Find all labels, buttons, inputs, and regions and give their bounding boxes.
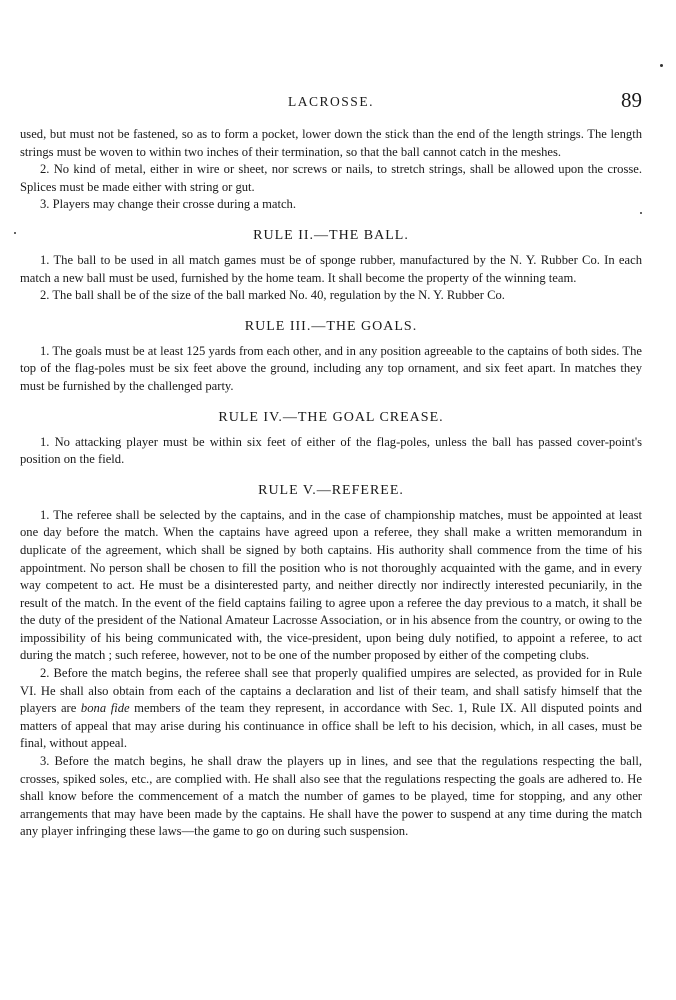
running-title: LACROSSE.	[288, 94, 374, 109]
paragraph: 2. No kind of metal, either in wire or sheet, nor screws or nails, to stretch strings, shall be allowed upon the crosse. Splices must be made either with string or gut.	[20, 162, 642, 194]
ink-speck	[14, 232, 16, 234]
paragraph: 1. The referee shall be selected by the captains, and in the case of championship matches, must be appointed at least one day before the match. When the captains have agreed upon a referee, they shall make a written memorandum in duplicate of the agreement, which shall be signed by both captains. His authority shall commence from the time of his appointment. No person shall be chosen to fill the position who is not thoroughly acquainted with the game, and in every way competent to act. He must be a disinterested party, and neither directly nor indirectly interested pecuniarily, in the result of the match. In the event of the field captains failing to agree upon a referee the day previous to a match, it shall be the duty of the president of the National Amateur Lacrosse Association, or in his absence from the country, or owing to the impossibility of his being communicated with, the vice-president, upon being duly notified, to appoint a referee, to act during the match ; such referee, however, not to be one of the number proposed by either of the competing clubs.	[20, 507, 642, 663]
paragraph: 1. No attacking player must be within six feet of either of the flag-poles, unless the ball has passed cover-point's position on the field.	[20, 434, 642, 467]
paragraph	[20, 665, 642, 753]
running-head	[20, 88, 642, 122]
rule-heading: RULE V.—REFEREE.	[258, 482, 404, 498]
rule-heading: RULE IV.—THE GOAL CREASE.	[218, 409, 444, 425]
rule-heading: RULE III.—THE GOALS.	[244, 318, 418, 334]
paragraph: 2. The ball shall be of the size of the ball marked No. 40, regulation by the N. Y. Rubber Co.	[40, 288, 505, 303]
paragraph: 1. The goals must be at least 125 yards from each other, and in any position agreeable to the captains of both sides. The top of the flag-poles must be six feet above the ground, including any top ornament, and six feet apart. In matches they must be furnished by the challenged party.	[20, 343, 642, 393]
text-run: members of the team they represent, in accordance with Sec. 1, Rule IX. All disputed points and matters of appeal that may arise during his continuance in office shall be left to his decision, which, in all cases, must be final, without appeal.	[20, 701, 642, 751]
ink-speck	[660, 64, 663, 67]
paragraph: used, but must not be fastened, so as to form a pocket, lower down the stick than the end of the length strings. The length strings must be woven to within two inches of their termination, so that the ball cannot catch in the meshes.	[20, 127, 642, 159]
paragraph: 3. Players may change their crosse during a match.	[40, 197, 296, 212]
text-run: 2. Before the match begins, the referee shall see that properly qualified umpires are selected, as provided for in Rule VI. He shall also obtain from each of the captains a declaration and list of their team, and shall satisfy himself that the players are	[20, 666, 642, 716]
paragraph: 1. The ball to be used in all match games must be of sponge rubber, manufactured by the N. Y. Rubber Co. In each match a new ball must be used, furnished by the home team. It shall become the property of the winning team.	[20, 252, 642, 285]
paragraph: 3. Before the match begins, he shall draw the players up in lines, and see that the regulations respecting the ball, crosses, spiked soles, etc., are complied with. He shall also see that the regulations respecting the goals are adhered to. He shall know before the commencement of a match the number of games to be played, time for stopping, and any other arrangements that may have been made by the captains. He shall have the power to suspend at any time during the match any player infringing these laws—the game to go on during such suspension.	[20, 754, 642, 839]
rule-heading: RULE II.—THE BALL.	[253, 227, 409, 243]
page-body	[20, 88, 642, 841]
italic-term: bona fide	[80, 701, 130, 716]
page-number: 89	[621, 88, 642, 112]
